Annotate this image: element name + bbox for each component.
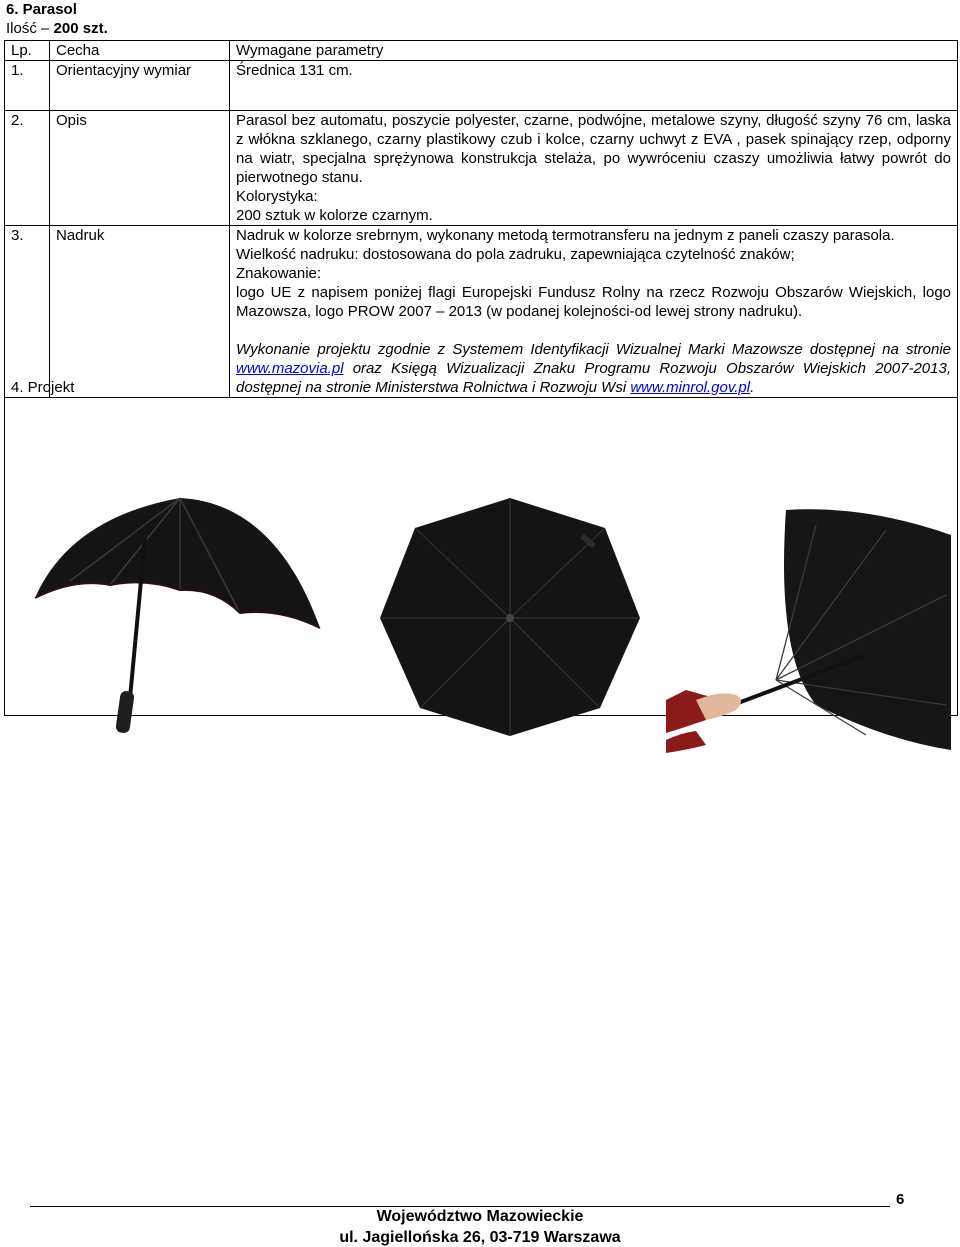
mazovia-link[interactable]: www.mazovia.pl [236, 360, 344, 377]
color-value: 200 sztuk w kolorze czarnym. [236, 207, 433, 224]
row2-cecha: Opis [50, 111, 230, 226]
row3-lp: 3. [5, 226, 50, 398]
note-text-b: oraz Księgą Wizualizacji Znaku Programu Rozwoju Obszarów Wiejskich 2007-2013, dostępnej na stronie Ministerstwa Rolnictwa i Rozwoju Wsi [236, 360, 951, 396]
table-header-row [5, 41, 958, 61]
print-size: Wielkość nadruku: dostosowana do pola zadruku, zapewniająca czytelność znaków; [236, 246, 795, 263]
footer-org: Województwo Mazowieckie [376, 1208, 584, 1225]
table-row [5, 226, 958, 398]
row3-cecha: Nadruk [50, 226, 230, 398]
description-text: Parasol bez automatu, poszycie polyester, czarne, podwójne, metalowe szyny, długość szyny 76 cm, laska z włókna szklanego, czarny plastikowy czub i kolce, czarny uchwyt z EVA , pasek spinający rzep, odporny na wiatr, specjalna sprężynowa konstrukcja stelaża, po wywróceniu czaszy umożliwia łatwy powrót do pierwotnego stanu. [236, 112, 951, 186]
marking-description: logo UE z napisem poniżej flagi Europejski Fundusz Rolny na rzecz Rozwoju Obszarów Wiejskich, logo Mazowsza, logo PROW 2007 – 2013 (w podanej kolejności-od lewej strony nadruku). [236, 284, 951, 320]
note-text-c: . [750, 379, 755, 396]
project-label: 4. Projekt [11, 379, 75, 396]
print-description: Nadruk w kolorze srebrnym, wykonany metodą termotransferu na jednym z paneli czaszy parasola. [236, 227, 895, 244]
quantity-value: 200 szt. [53, 20, 108, 37]
header-param: Wymagane parametry [230, 41, 958, 61]
quantity-label: Ilość – [6, 20, 54, 37]
section-title: 6. Parasol [6, 1, 77, 18]
project-note [236, 340, 951, 397]
row3-param [230, 226, 958, 398]
row1-cecha: Orientacyjny wymiar [50, 61, 230, 111]
row2-param [230, 111, 958, 226]
umbrella-side-image [30, 493, 330, 743]
umbrella-inverted-image [666, 505, 956, 753]
note-text-a: Wykonanie projektu zgodnie z Systemem Identyfikacji Wizualnej Marki Mazowsze dostępnej na stronie [236, 341, 951, 358]
row2-lp: 2. [5, 111, 50, 226]
color-label: Kolorystyka: [236, 188, 318, 205]
marking-label: Znakowanie: [236, 265, 322, 282]
header-lp: Lp. [5, 41, 50, 61]
table-row [5, 61, 958, 111]
quantity-line [6, 19, 108, 38]
footer-address: ul. Jagiellońska 26, 03-719 Warszawa [339, 1229, 621, 1246]
umbrella-top-image [375, 493, 645, 738]
table-row [5, 111, 958, 226]
header-cecha: Cecha [50, 41, 230, 61]
minrol-link[interactable]: www.minrol.gov.pl [630, 379, 751, 396]
row1-lp: 1. [5, 61, 50, 111]
row1-param: Średnica 131 cm. [230, 61, 958, 111]
page-number: 6 [896, 1191, 905, 1208]
